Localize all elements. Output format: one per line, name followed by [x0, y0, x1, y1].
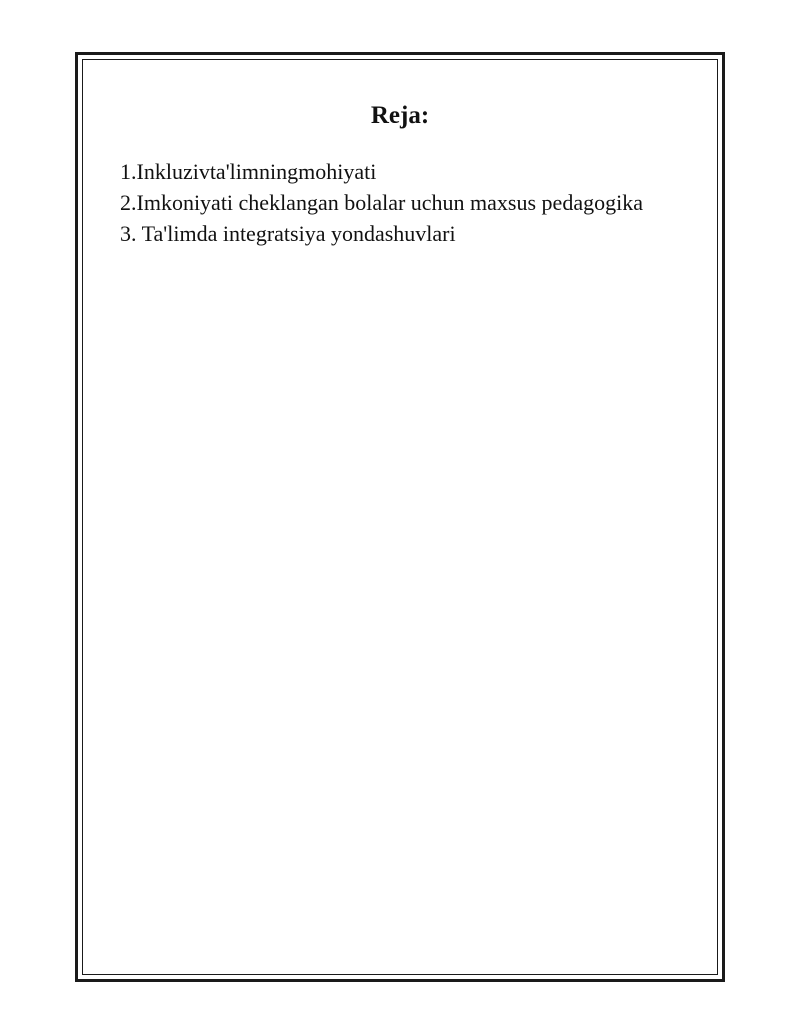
- plan-item-3: 3. Ta'limda integratsiya yondashuvlari: [120, 221, 456, 246]
- page-border-outer: [75, 52, 725, 982]
- plan-item-2: 2.Imkoniyati cheklangan bolalar uchun maxsus pedagogika: [120, 190, 643, 215]
- page-border-inner: [82, 59, 718, 975]
- page-title: Reja:: [370, 102, 430, 129]
- plan-item-1: 1.Inkluzivta'limningmohiyati: [120, 159, 377, 184]
- plan-list: [120, 156, 643, 249]
